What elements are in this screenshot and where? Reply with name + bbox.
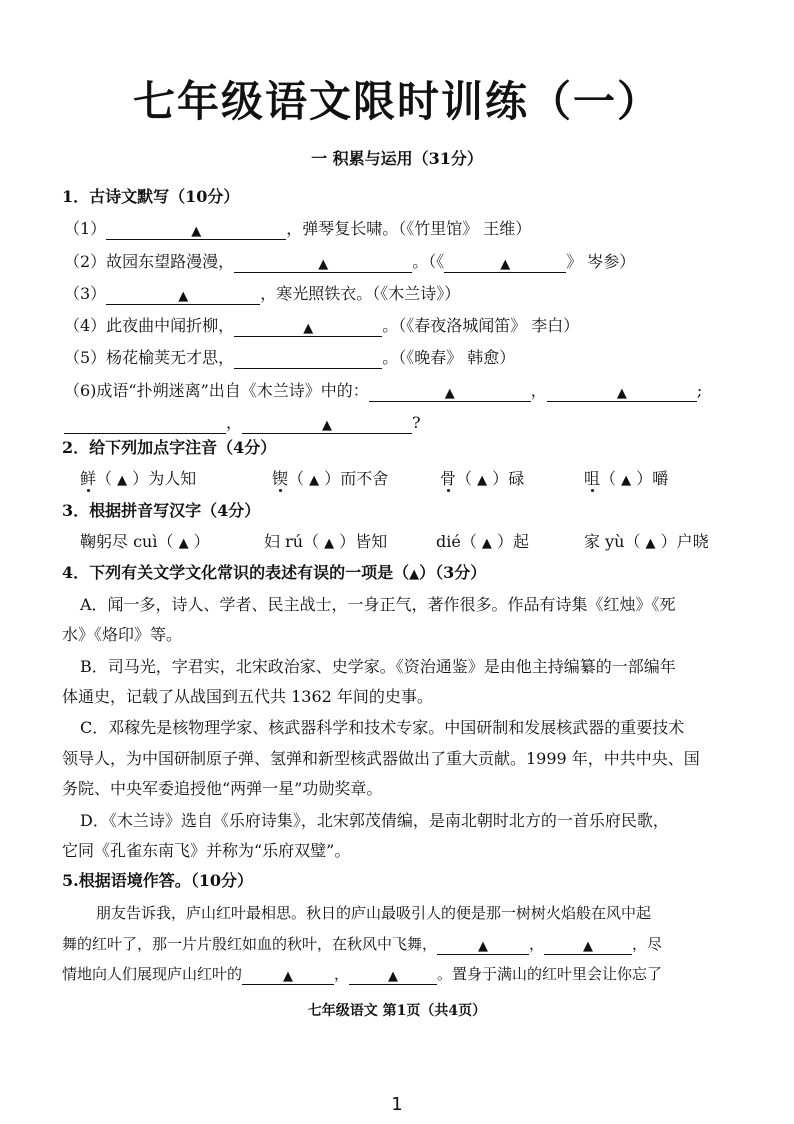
answer-triangle-icon: ▲ — [645, 536, 656, 551]
answer-triangle-icon: ▲ — [283, 969, 294, 984]
answer-triangle-icon: ▲ — [117, 473, 128, 488]
q5-heading: 5.根据语境作答。（10分） — [62, 871, 253, 890]
q3-heading: 3．根据拼音写汉字（4分） — [62, 501, 261, 520]
q2-item: 锲（ ▲ ）而不舍 — [272, 469, 389, 488]
answer-triangle-icon: ▲ — [444, 386, 455, 401]
answer-blank[interactable] — [242, 964, 334, 985]
q1-line-4: （4）此夜曲中闻折柳， ▲ 。（《春夜洛城闻笛》 李白） — [64, 316, 580, 336]
q2-item: 咀（ ▲ ）嚼 — [584, 469, 669, 488]
option-c-line: C．邓稼先是核物理学家、核武器科学和技术专家。中国研制和发展核武器的重要技术 — [80, 718, 685, 737]
answer-triangle-icon: ▲ — [191, 224, 202, 239]
q1-line-2: （2）故园东望路漫漫， ▲ 。（《 ▲ 》 岑参） — [64, 252, 636, 272]
answer-triangle-icon: ▲ — [309, 473, 320, 488]
answer-blank[interactable] — [106, 284, 260, 305]
answer-triangle-icon: ▲ — [303, 321, 314, 336]
answer-triangle-icon: ▲ — [583, 939, 594, 954]
q2-item: 骨（ ▲ ）碌 — [440, 469, 525, 488]
answer-blank[interactable] — [64, 413, 226, 434]
page-number: 1 — [391, 1094, 403, 1115]
q1-line-1: （1） ▲ ，弹琴复长啸。（《竹里馆》 王维） — [64, 219, 532, 239]
q3-item: dié（ ▲ ）起 — [436, 532, 530, 551]
page-footer: 七年级语文 第1页（共4页） — [307, 1003, 487, 1019]
answer-blank[interactable] — [242, 413, 412, 434]
answer-blank[interactable] — [437, 934, 529, 955]
answer-triangle-icon: ▲ — [409, 567, 420, 582]
q5-paragraph-line: 朋友告诉我，庐山红叶最相思。秋日的庐山最吸引人的便是那一树树火焰般在风中起 — [96, 904, 652, 922]
option-c-line: 领导人，为中国研制原子弹、氢弹和新型核武器做出了重大贡献。1999 年，中共中央、国 — [62, 749, 700, 768]
answer-triangle-icon: ▲ — [481, 536, 492, 551]
answer-blank[interactable] — [544, 934, 632, 955]
option-d-line: D．《木兰诗》选自《乐府诗集》，北宋郭茂倩编，是南北朝时北方的一首乐府民歌， — [80, 811, 669, 830]
answer-blank[interactable] — [444, 252, 566, 273]
answer-triangle-icon: ▲ — [178, 289, 189, 304]
answer-blank[interactable] — [106, 219, 286, 240]
q2-item: 鲜（ ▲ ）为人知 — [80, 469, 197, 488]
q1-line-3: （3） ▲ ，寒光照铁衣。（《木兰诗》） — [64, 284, 461, 304]
q1-heading: 1．古诗文默写（10分） — [62, 187, 240, 206]
answer-blank[interactable] — [369, 381, 531, 402]
answer-triangle-icon: ▲ — [500, 257, 511, 272]
option-a-line: 水》《烙印》等。 — [62, 625, 183, 644]
q5-paragraph-line: 舞的红叶了，那一片片殷红如血的秋叶，在秋风中飞舞， ▲ ， ▲ ，尽 — [62, 935, 663, 954]
q5-paragraph-line: 情地向人们展现庐山红叶的 ▲ ， ▲ 。置身于满山的红叶里会让你忘了 — [62, 965, 663, 984]
answer-blank[interactable] — [349, 964, 437, 985]
answer-triangle-icon: ▲ — [178, 536, 189, 551]
q3-item: 鞠躬尽 cuì（ ▲ ） — [80, 532, 210, 551]
answer-triangle-icon: ▲ — [388, 969, 399, 984]
answer-triangle-icon: ▲ — [616, 386, 627, 401]
option-d-line: 它同《孔雀东南飞》并称为“乐府双璧”。 — [62, 841, 351, 860]
page-title: 七年级语文限时训练（一） — [132, 77, 661, 126]
answer-triangle-icon: ▲ — [621, 473, 632, 488]
q4-heading: 4．下列有关文学文化常识的表述有误的一项是（▲）（3分） — [62, 563, 487, 582]
q3-item: 家 yù（ ▲ ）户晓 — [584, 532, 709, 551]
q1-line-7: ， ▲ ? — [64, 412, 421, 434]
q1-line-5: （5）杨花榆荚无才思， 。（《晚春》 韩愈） — [64, 348, 516, 367]
section-heading: 一 积累与运用（31分） — [311, 149, 483, 168]
answer-blank[interactable] — [234, 348, 382, 369]
answer-blank[interactable] — [234, 252, 412, 273]
answer-blank[interactable] — [547, 381, 697, 402]
answer-triangle-icon: ▲ — [318, 257, 329, 272]
answer-blank[interactable] — [234, 316, 382, 337]
q3-item: 妇 rú（ ▲ ）皆知 — [264, 532, 388, 551]
option-b-line: 体通史，记载了从战国到五代共 1362 年间的史事。 — [62, 687, 433, 706]
option-c-line: 务院、中央军委追授他“两弹一星”功勋奖章。 — [62, 779, 383, 798]
q1-line-6: （6)成语“扑朔迷离”出自《木兰诗》中的： ▲ ， ▲ ; — [64, 381, 703, 401]
q2-heading: 2．给下列加点字注音（4分） — [62, 438, 277, 457]
answer-triangle-icon: ▲ — [322, 418, 333, 433]
option-b-line: B．司马光，字君实，北宋政治家、史学家。《资治通鉴》是由他主持编纂的一部编年 — [80, 657, 676, 676]
answer-triangle-icon: ▲ — [324, 536, 335, 551]
answer-triangle-icon: ▲ — [478, 939, 489, 954]
answer-triangle-icon: ▲ — [477, 473, 488, 488]
option-a-line: A．闻一多，诗人、学者、民主战士，一身正气，著作很多。作品有诗集《红烛》《死 — [80, 595, 676, 614]
